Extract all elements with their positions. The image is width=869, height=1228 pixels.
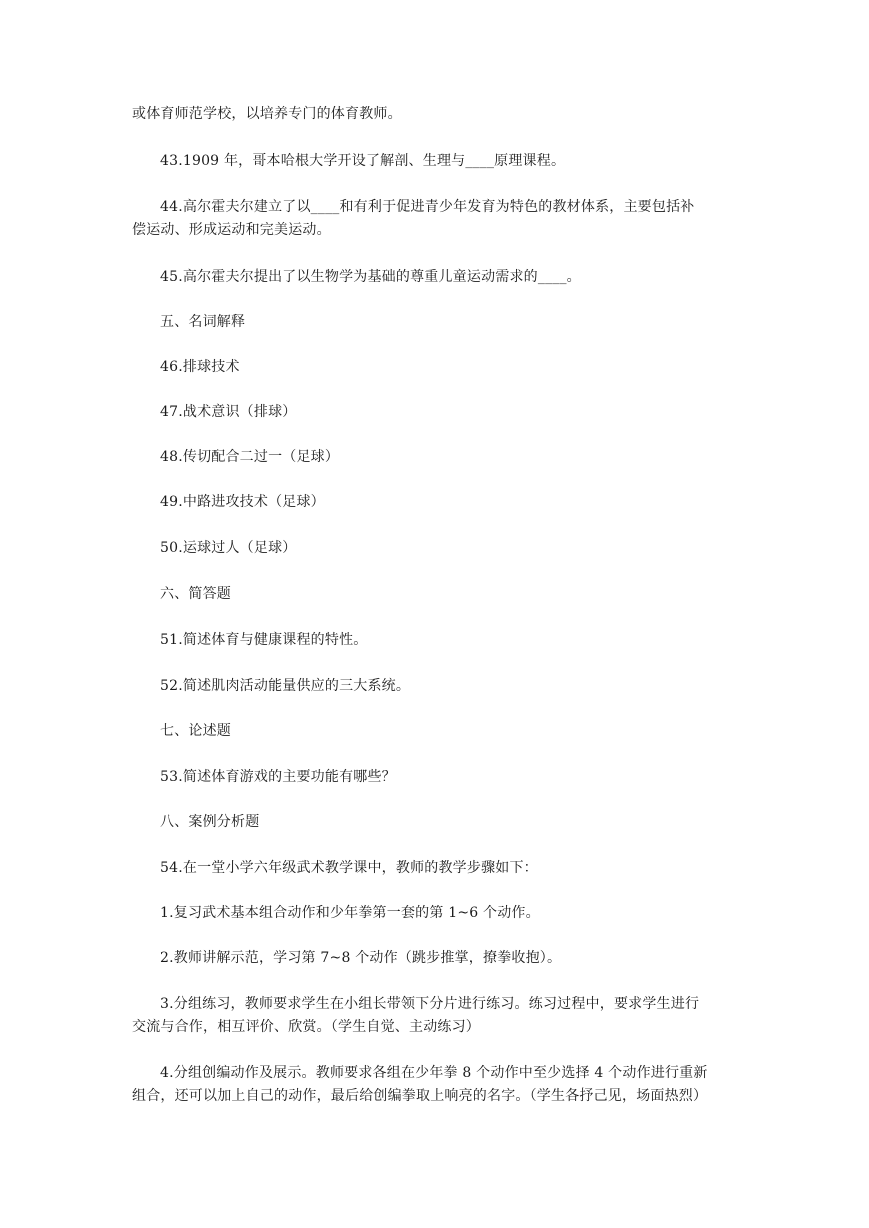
step-3: 3.分组练习，教师要求学生在小组长带领下分片进行练习。练习过程中，要求学生进行 — [160, 996, 700, 1012]
question-47: 47.战术意识（排球） — [160, 404, 297, 420]
question-48: 48.传切配合二过一（足球） — [160, 449, 340, 465]
step-2: 2.教师讲解示范，学习第 7~8 个动作（跳步推掌，撩拳收抱）。 — [160, 950, 562, 966]
step-4-continued: 组合，还可以加上自己的动作，最后给创编拳取上响亮的名字。（学生各抒己见，场面热烈） — [132, 1088, 708, 1104]
question-50: 50.运球过人（足球） — [160, 540, 297, 556]
step-3-continued: 交流与合作，相互评价、欣赏。（学生自觉、主动练习） — [132, 1019, 480, 1035]
question-43: 43.1909 年，哥本哈根大学开设了解剖、生理与____原理课程。 — [160, 153, 566, 169]
question-53: 53.简述体育游戏的主要功能有哪些？ — [160, 769, 396, 785]
section-heading-6: 六、简答题 — [160, 586, 231, 602]
step-4: 4.分组创编动作及展示。教师要求各组在少年拳 8 个动作中至少选择 4 个动作进行重新 — [160, 1065, 708, 1081]
section-heading-5: 五、名词解释 — [160, 314, 246, 330]
question-45: 45.高尔霍夫尔提出了以生物学为基础的尊重儿童运动需求的____。 — [160, 269, 581, 285]
question-49: 49.中路进攻技术（足球） — [160, 494, 325, 510]
section-heading-8: 八、案例分析题 — [160, 814, 260, 830]
question-54: 54.在一堂小学六年级武术教学课中，教师的教学步骤如下： — [160, 860, 538, 876]
text-line: 或体育师范学校，以培养专门的体育教师。 — [132, 106, 402, 122]
step-1: 1.复习武术基本组合动作和少年拳第一套的第 1~6 个动作。 — [160, 905, 540, 921]
question-44: 44.高尔霍夫尔建立了以____和有利于促进青少年发育为特色的教材体系，主要包括补 — [160, 199, 695, 215]
section-heading-7: 七、论述题 — [160, 723, 231, 739]
question-52: 52.简述肌肉活动能量供应的三大系统。 — [160, 678, 411, 694]
question-44-continued: 偿运动、形成运动和完美运动。 — [132, 222, 331, 238]
question-51: 51.简述体育与健康课程的特性。 — [160, 632, 368, 648]
question-46: 46.排球技术 — [160, 359, 240, 375]
